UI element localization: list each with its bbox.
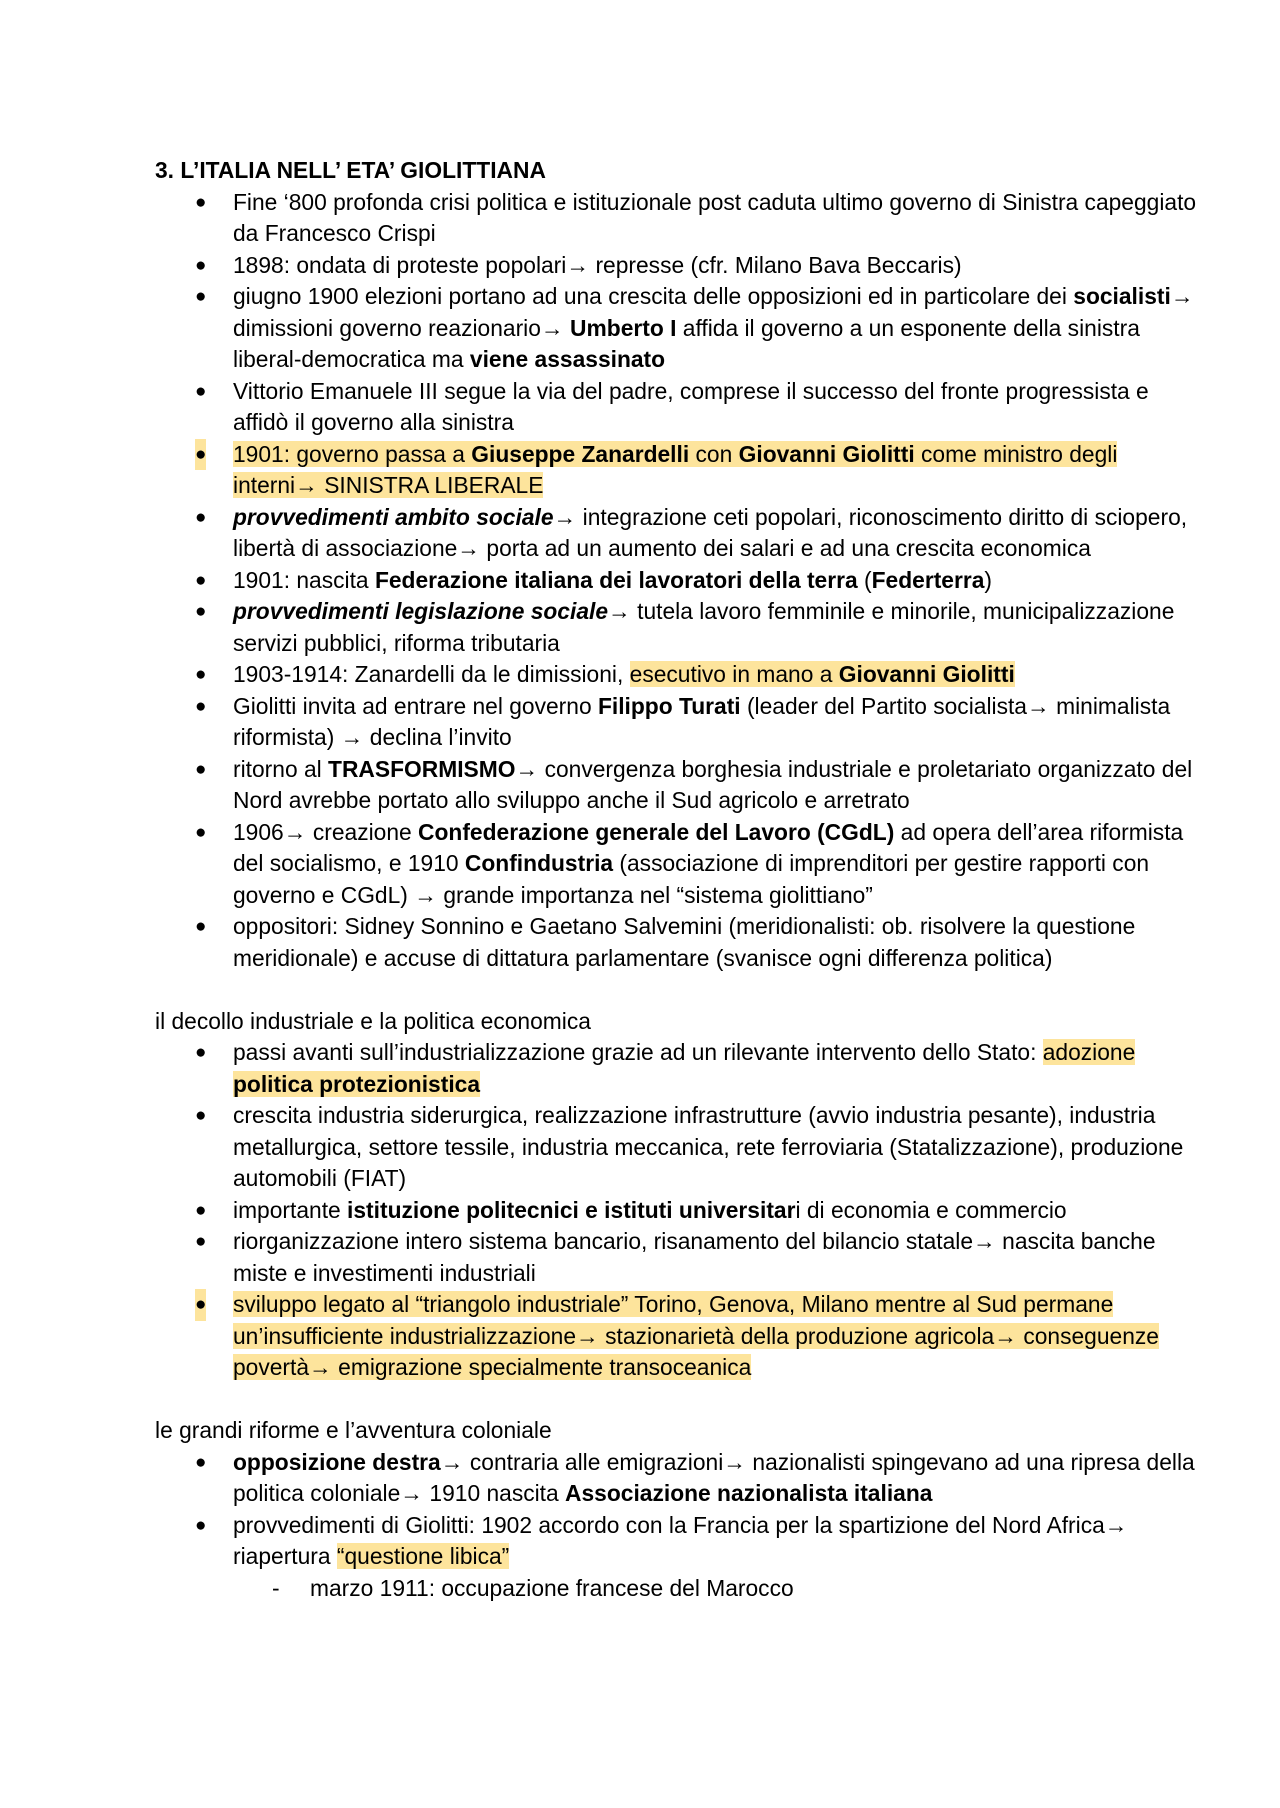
section1-list [155,187,1197,975]
list-item: ● giugno 1900 elezioni portano ad una crescita delle opposizioni ed in particolare dei socialisti→ dimissioni governo reazionario→ Umberto I affida il governo a un esponente della sinistra liberal-democratica ma viene assassinato [195,283,1194,372]
list-item: ● 1906→ creazione Confederazione generale del Lavoro (CGdL) ad opera dell’area riformista del socialismo, e 1910 Confindustria (associazione di imprenditori per gestire rapporti con governo e CGdL) → grande importanza nel “sistema giolittiano” [195,818,1184,908]
list-item: ● provvedimenti legislazione sociale→ tutela lavoro femminile e minorile, municipalizzazione servizi pubblici, riforma tributaria [195,598,1175,656]
section-heading-industrial: il decollo industriale e la politica economica [155,1007,591,1034]
bullet-icon: ● [195,916,207,937]
section-heading-colonial: le grandi riforme e l’avventura coloniale [155,1417,552,1443]
list-item: ● passi avanti sull’industrializzazione grazie ad un rilevante intervento dello Stato: adozione politica protezionistica [195,1039,1136,1097]
bullet-icon: ● [195,506,207,528]
bullet-icon: ● [195,1514,207,1536]
bullet-icon: ● [195,664,207,685]
list-item: ● provvedimenti di Giolitti: 1902 accordo con la Francia per la spartizione del Nord Africa→ riapertura “questione libica” [195,1511,1128,1569]
bullet-icon: ● [195,1289,206,1321]
list-item-highlighted: ● sviluppo legato al “triangolo industriale” Torino, Genova, Milano mentre al Sud permane un’insufficiente industrializzazione→ stazionarietà della produzione agricola→ conseguenze povertà→ emigrazione specialmente transoceanica [195,1291,1159,1380]
list-item: ● riorganizzazione intero sistema bancario, risanamento del bilancio statale→ nascita banche miste e investimenti industriali [195,1228,1156,1286]
list-item: ● ritorno al TRASFORMISMO→ convergenza borghesia industriale e proletariato organizzato del Nord avrebbe portato allo sviluppo anche il Sud agricolo e arretrato [195,755,1193,813]
list-item-highlighted: ● 1901: governo passa a Giuseppe Zanardelli con Giovanni Giolitti come ministro degli interni→ SINISTRA LIBERALE [195,440,1118,498]
bullet-icon: ● [195,821,207,843]
list-item: ● 1898: ondata di proteste popolari→ represse (cfr. Milano Bava Beccaris) [155,250,1205,282]
sub-list-item: - marzo 1911: occupazione francese del Marocco [155,1573,1180,1605]
list-item: ● 1901: nascita Federazione italiana dei lavoratori della terra (Federterra) [155,565,1205,597]
section2-list [155,1037,1184,1384]
bullet-icon: ● [195,758,207,780]
section3-list [155,1447,1195,1573]
list-item: ● importante istituzione politecnici e istituti universitari di economia e commercio [155,1195,1205,1227]
bullet-icon: ● [195,1451,207,1473]
bullet-icon: ● [195,1199,207,1221]
list-item: ● Vittorio Emanuele III segue la via del padre, comprese il successo del fronte progressista e affidò il governo alla sinistra [195,377,1149,435]
list-item: ● Fine ‘800 profonda crisi politica e istituzionale post caduta ultimo governo di Sinistra capeggiato da Francesco Crispi [195,188,1197,246]
bullet-icon: ● [195,254,207,276]
section3-sublist [155,1573,1180,1605]
bullet-icon: ● [195,191,207,213]
bullet-icon: ● [195,1105,207,1126]
page-title: 3. L’ITALIA NELL’ ETA’ GIOLITTIANA [155,157,546,183]
bullet-icon: ● [195,1042,207,1063]
bullet-icon: ● [195,601,207,622]
list-item: ● provvedimenti ambito sociale→ integrazione ceti popolari, riconoscimento diritto di sciopero, libertà di associazione→ porta ad un aumento dei salari e ad una crescita economica [195,503,1188,561]
dash-icon: - [272,1574,280,1601]
bullet-icon: ● [195,1231,207,1252]
bullet-icon: ● [195,380,207,402]
list-item: ● Giolitti invita ad entrare nel governo Filippo Turati (leader del Partito socialista→ minimalista riformista) → declina l’invito [195,692,1171,750]
list-item: ● oppositori: Sidney Sonnino e Gaetano Salvemini (meridionalisti: ob. risolvere la questione meridionale) e accuse di dittatura parlamentare (svanisce ogni differenza politica) [195,913,1136,971]
bullet-icon: ● [195,286,207,307]
list-item: ● 1903-1914: Zanardelli da le dimissioni, esecutivo in mano a Giovanni Giolitti [155,659,1205,691]
list-item: ● crescita industria siderurgica, realizzazione infrastrutture (avvio industria pesante), industria metallurgica, settore tessile, industria meccanica, rete ferroviaria (Statalizzazione), produzione automobili (FIAT) [195,1102,1184,1191]
bullet-icon: ● [195,569,207,591]
list-item: ● opposizione destra→ contraria alle emigrazioni→ nazionalisti spingevano ad una ripresa della politica coloniale→ 1910 nascita Associazione nazionalista italiana [195,1448,1195,1506]
bullet-icon: ● [195,695,207,717]
bullet-icon: ● [195,439,206,471]
